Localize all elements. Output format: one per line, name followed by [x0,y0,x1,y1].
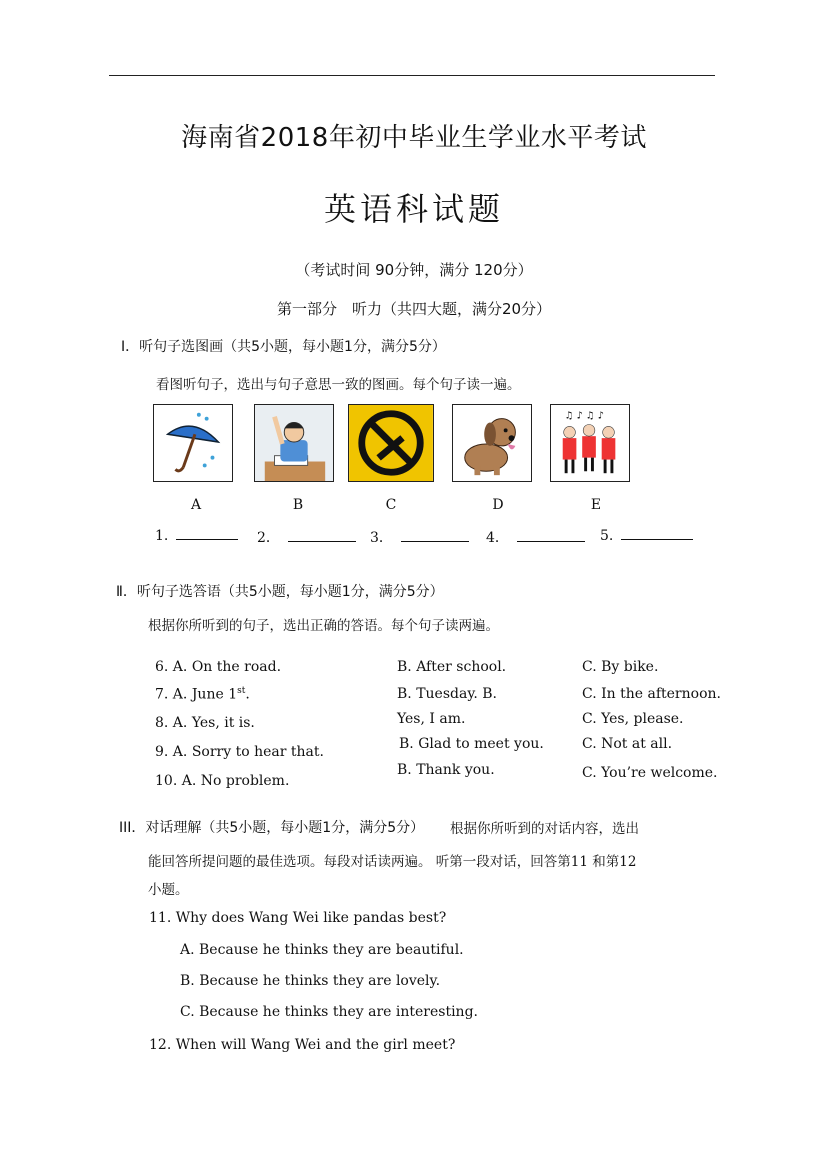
q11-question: 11. Why does Wang Wei like pandas best? [149,910,447,926]
q8-option-a: 8. A. Yes, it is. [155,715,255,731]
section1-instruction: 看图听句子，选出与句子意思一致的图画。每个句子读一遍。 [156,377,521,393]
q7-option-b: B. Tuesday. B. [397,686,498,702]
dog-icon [453,405,531,481]
umbrella-rain-icon [154,405,232,481]
student-raising-hand-icon [255,405,333,481]
q6-option-b: B. After school. [397,659,507,675]
q7-option-a-text: 7. A. June 1 [155,686,238,703]
subject-title: 英语科试题 [323,190,504,228]
picture-c [348,404,434,482]
answer-blank-5[interactable] [600,527,693,544]
no-smoking-icon [349,405,433,481]
picture-letter-d: D [492,497,504,513]
picture-a [153,404,233,482]
q11-option-c: C. Because he thinks they are interesting. [180,1004,478,1020]
section1-heading: Ⅰ．听句子选图画（共5小题，每小题1分，满分5分） [121,339,446,355]
girls-singing-icon [551,405,629,481]
q8-option-c: C. Yes, please. [582,711,684,727]
answer-blank-2[interactable] [257,527,356,547]
exam-info: （考试时间 90分钟，满分 120分） [295,261,533,279]
top-rule [109,75,715,76]
blank-label-5: 5. [600,528,614,544]
picture-letter-b: B [292,497,304,513]
picture-b [254,404,334,482]
section3-instruction-line1: 根据你所听到的对话内容，选出 [450,821,639,837]
q7-superscript: st [237,686,246,696]
q9-option-c: C. Not at all. [582,736,673,752]
section3-heading: III．对话理解（共5小题，每小题1分，满分5分） [119,820,425,836]
section3-instruction-line2: 能回答所提问题的最佳选项。每段对话读两遍。 听第一段对话，回答第11 和第12 [148,854,637,870]
q8-option-b: Yes, I am. [397,711,466,727]
blank-label-1: 1. [155,528,169,544]
q6-option-c: C. By bike. [582,659,659,675]
part-one-heading: 第一部分 听力（共四大题，满分20分） [276,300,552,318]
section2-instruction: 根据你所听到的句子，选出正确的答语。每个句子读两遍。 [148,618,499,634]
q10-option-b: B. Thank you. [397,762,495,778]
q11-option-a: A. Because he thinks they are beautiful. [180,942,464,958]
q10-option-c: C. You’re welcome. [582,765,718,781]
svg-text:♫ ♪ ♫ ♪: ♫ ♪ ♫ ♪ [564,410,604,422]
blank-label-2: 2． [257,530,280,546]
q9-option-a: 9. A. Sorry to hear that. [155,744,324,760]
picture-letter-c: C [385,497,397,513]
q12-question: 12. When will Wang Wei and the girl meet? [149,1037,456,1053]
blank-label-3: 3． [370,530,393,546]
q7-option-c: C. In the afternoon. [582,686,721,702]
answer-blank-4[interactable] [486,527,585,547]
picture-letter-a: A [190,497,202,513]
picture-d [452,404,532,482]
q9-option-b: B. Glad to meet you. [399,736,544,752]
section3-instruction-line3: 小题。 [148,882,189,898]
picture-e [550,404,630,482]
picture-letter-e: E [590,497,602,513]
q11-option-b: B. Because he thinks they are lovely. [180,973,441,989]
q10-option-a: 10. A. No problem. [155,773,290,789]
section2-heading: Ⅱ．听句子选答语（共5小题，每小题1分，满分5分） [116,584,444,600]
answer-blank-1[interactable] [155,527,238,544]
q7-option-a-period: . [245,686,250,703]
q6-option-a: 6. A. On the road. [155,659,282,675]
blank-label-4: 4． [486,530,509,546]
answer-blank-3[interactable] [370,527,469,547]
exam-title: 海南省2018年初中毕业生学业水平考试 [181,123,647,153]
q7-option-a [155,686,250,703]
